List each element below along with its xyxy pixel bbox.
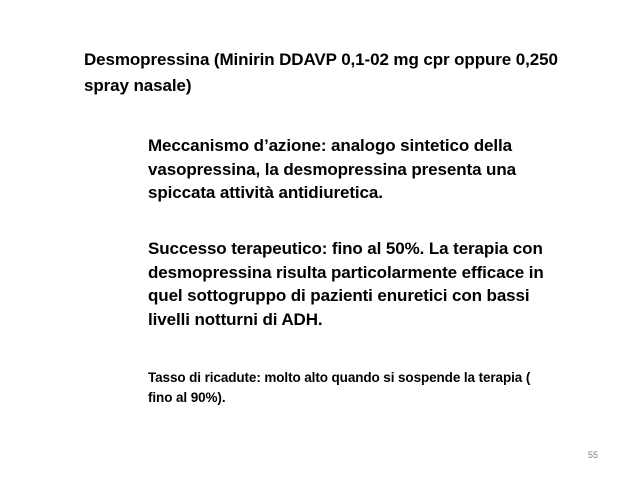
page-number: 55 xyxy=(588,450,599,460)
relapse-rate-paragraph: Tasso di ricadute: molto alto quando si sospende la terapia ( fino al 90%). xyxy=(148,370,531,405)
therapeutic-success-paragraph: Successo terapeutico: fino al 50%. La terapia con desmopressina risulta particolarmente efficace in quel sottogruppo di pazienti enuretici con bassi livelli notturni di ADH. xyxy=(148,239,544,329)
mechanism-paragraph: Meccanismo d’azione: analogo sintetico della vasopressina, la desmopressina presenta una spiccata attività antidiuretica. xyxy=(148,136,516,202)
slide-title: Desmopressina (Minirin DDAVP 0,1-02 mg cpr oppure 0,250 spray nasale) xyxy=(84,50,558,95)
